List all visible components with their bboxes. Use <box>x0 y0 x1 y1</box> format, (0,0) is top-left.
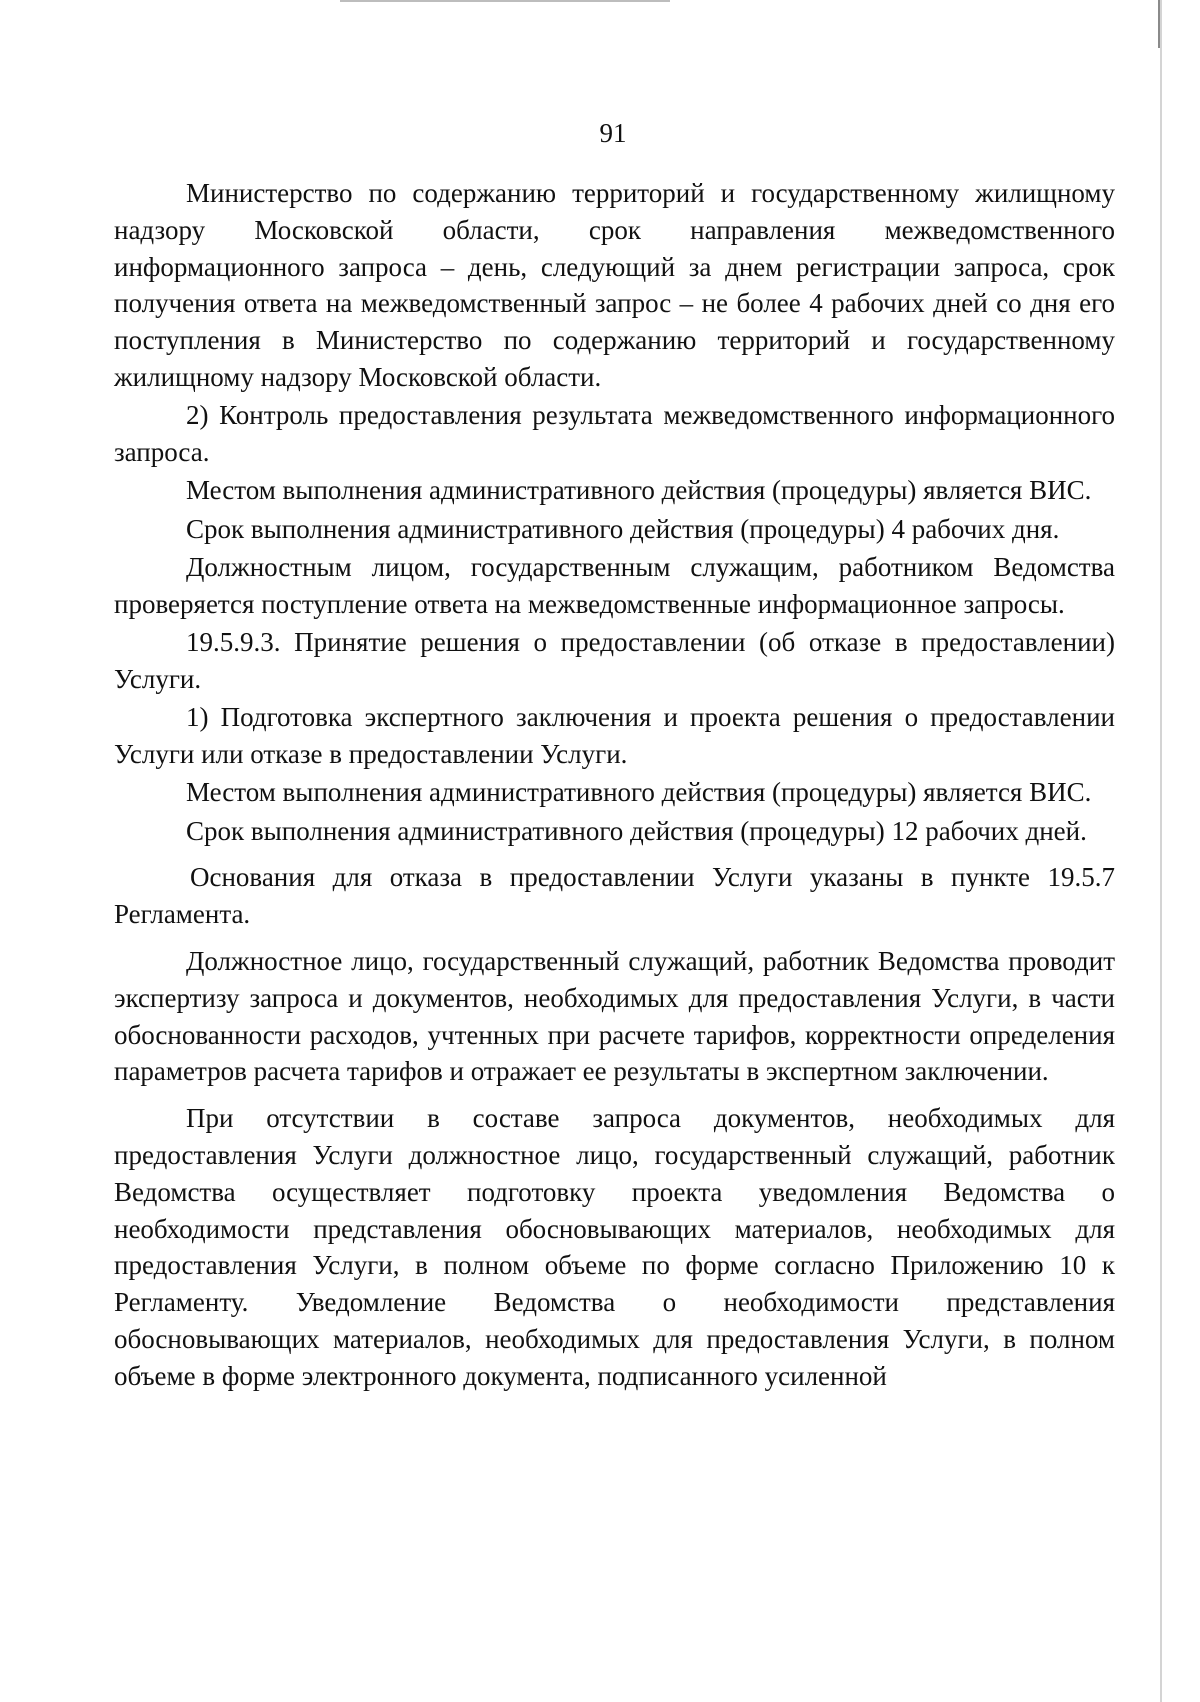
page-number: 91 <box>599 118 627 148</box>
paragraph-5: Должностным лицом, государственным служащим, работником Ведомства проверяется поступление ответа на межведомственные информационное запросы. <box>114 551 1115 619</box>
paragraph-8: Местом выполнения административного действия (процедуры) является ВИС. <box>186 777 1092 808</box>
scan-edge-right-dark <box>1158 0 1160 48</box>
paragraph-4: Срок выполнения административного действия (процедуры) 4 рабочих дня. <box>186 513 1060 544</box>
scan-edge-right <box>1160 0 1162 1702</box>
paragraph-1: Министерство по содержанию территорий и государственному жилищному надзору Московской области, срок направления межведомственного информационного запроса – день, следующий за днем регистрации запроса, срок получения ответа на межведомственный запрос – не более 4 рабочих дней со дня его поступления в Министерство по содержанию территорий и государственному жилищному надзору Московской области. <box>114 178 1115 392</box>
paragraph-7: 1) Подготовка экспертного заключения и проекта решения о предоставлении Услуги или отказе в предоставлении Услуги. <box>114 702 1115 769</box>
paragraph-9: Срок выполнения административного действия (процедуры) 12 рабочих дней. <box>186 815 1087 846</box>
paragraph-3: Местом выполнения административного действия (процедуры) является ВИС. <box>186 475 1092 506</box>
paragraph-10: Основания для отказа в предоставлении Услуги указаны в пункте 19.5.7 Регламента. <box>114 862 1115 930</box>
paragraph-6: 19.5.9.3. Принятие решения о предоставлении (об отказе в предоставлении) Услуги. <box>114 627 1115 694</box>
document-body <box>114 175 1115 1396</box>
paragraph-2: 2) Контроль предоставления результата межведомственного информационного запроса. <box>114 400 1115 468</box>
paragraph-12: При отсутствии в составе запроса документов, необходимых для предоставления Услуги должностное лицо, государственный служащий, работник Ведомства осуществляет подготовку проекта уведомления Ведомства о необходимости представления обосновывающих материалов, необходимых для предоставления Услуги, в полном объеме по форме согласно Приложению 10 к Регламенту. Уведомление Ведомства о необходимости представления обосновывающих материалов, необходимых для предоставления Услуги, в полном объеме в форме электронного документа, подписанного усиленной <box>114 1103 1115 1391</box>
paragraph-11: Должностное лицо, государственный служащий, работник Ведомства проводит экспертизу запроса и документов, необходимых для предоставления Услуги, в части обоснованности расходов, учтенных при расчете тарифов, корректности определения параметров расчета тарифов и отражает ее результаты в экспертном заключении. <box>114 945 1115 1087</box>
scan-edge-top <box>340 0 670 2</box>
